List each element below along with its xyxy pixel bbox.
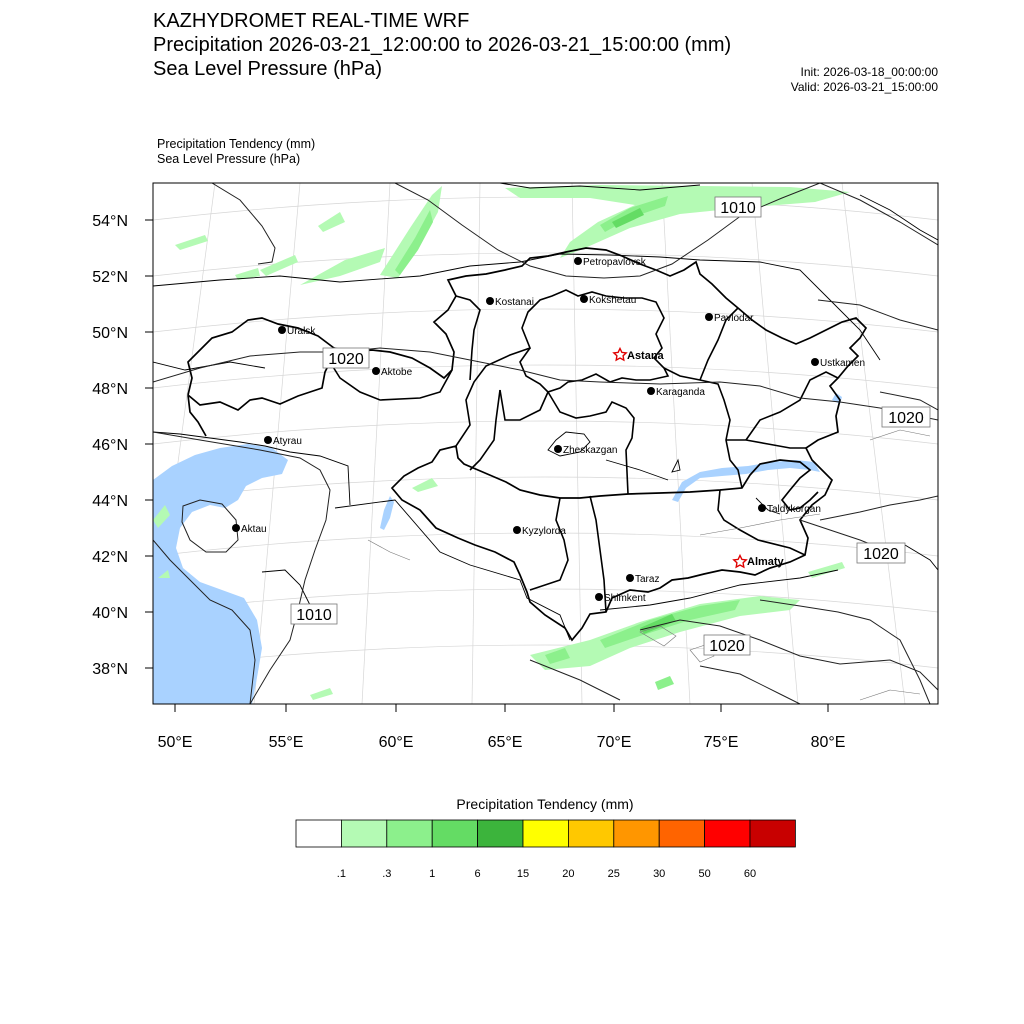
colorbar-label: 25 xyxy=(607,868,620,880)
colorbar-label: 60 xyxy=(743,868,757,880)
city-marker xyxy=(486,297,494,305)
lat-tick-label: 46°N xyxy=(92,437,128,454)
lat-tick-label: 54°N xyxy=(92,213,128,230)
colorbar-label: 6 xyxy=(474,868,481,880)
lat-tick-label: 38°N xyxy=(92,661,128,678)
graticule xyxy=(146,183,938,704)
colorbar-swatch xyxy=(432,820,477,847)
colorbar-label: 30 xyxy=(653,868,666,880)
lat-tick-labels xyxy=(92,213,128,678)
city-label: Uralsk xyxy=(287,326,316,337)
colorbar xyxy=(296,820,795,880)
city-marker xyxy=(626,574,634,582)
precip-heavy xyxy=(612,208,676,634)
isobar-label: 1020 xyxy=(709,638,745,655)
colorbar-swatch xyxy=(296,820,341,847)
city-label: Taldykorgan xyxy=(767,504,821,515)
lat-tick-label: 50°N xyxy=(92,325,128,342)
lon-tick-label: 60°E xyxy=(378,734,414,751)
colorbar-label: .3 xyxy=(382,868,392,880)
capital-star-icon xyxy=(734,556,746,568)
isobar-label: 1010 xyxy=(296,607,332,624)
colorbar-swatch xyxy=(614,820,659,847)
colorbar-swatch xyxy=(341,820,386,847)
city-label: Atyrau xyxy=(273,436,302,447)
map-subtitle-slp: Sea Level Pressure (hPa) xyxy=(153,58,383,80)
colorbar-swatch xyxy=(568,820,613,847)
colorbar-label: 50 xyxy=(698,868,711,880)
colorbar-label: 1 xyxy=(429,868,436,880)
valid-time: Valid: 2026-03-21_15:00:00 xyxy=(790,80,938,94)
colorbar-label: .1 xyxy=(336,868,346,880)
isobar-label: 1020 xyxy=(328,351,364,368)
colorbar-swatch xyxy=(387,820,432,847)
lat-tick-label: 48°N xyxy=(92,381,128,398)
map-title: KAZHYDROMET REAL-TIME WRF xyxy=(153,10,470,32)
colorbar-title: Precipitation Tendency (mm) xyxy=(456,796,634,812)
city-label: Karaganda xyxy=(656,387,705,398)
city-marker xyxy=(513,526,521,534)
city-marker xyxy=(554,445,562,453)
init-time: Init: 2026-03-18_00:00:00 xyxy=(800,65,938,79)
isobars xyxy=(153,183,938,704)
city-marker xyxy=(372,367,380,375)
lon-tick-label: 80°E xyxy=(810,734,846,751)
isobar-label: 1010 xyxy=(720,200,756,217)
city-label: Kyzylorda xyxy=(522,526,566,537)
city-marker xyxy=(811,358,819,366)
city-label: Kokshetau xyxy=(589,295,637,306)
city-label: Taraz xyxy=(635,574,660,585)
city-marker xyxy=(647,387,655,395)
map-frame xyxy=(153,183,938,704)
city-marker xyxy=(705,313,713,321)
lat-tick-label: 52°N xyxy=(92,269,128,286)
precip-light xyxy=(153,185,850,700)
lat-tick-label: 40°N xyxy=(92,605,128,622)
city-marker xyxy=(264,436,272,444)
city-marker xyxy=(580,295,588,303)
colorbar-swatch xyxy=(478,820,523,847)
map-subtitle-precip: Precipitation 2026-03-21_12:00:00 to 2026-03-21_15:00:00 (mm) xyxy=(153,34,732,56)
lon-tick-label: 70°E xyxy=(596,734,632,751)
city-marker xyxy=(232,524,240,532)
city-marker xyxy=(595,593,603,601)
colorbar-swatch xyxy=(659,820,704,847)
colorbar-swatch xyxy=(523,820,568,847)
lon-tick-label: 75°E xyxy=(703,734,739,751)
isobar-label: 1020 xyxy=(863,546,899,563)
lon-tick-labels xyxy=(158,734,846,751)
city-label: Pavlodar xyxy=(714,313,754,324)
city-label: Zheskazgan xyxy=(563,445,618,456)
lat-tick-label: 42°N xyxy=(92,549,128,566)
city-marker xyxy=(758,504,766,512)
capital-star-icon xyxy=(614,349,626,361)
city-label: Aktau xyxy=(241,524,267,535)
city-label: Astana xyxy=(627,350,664,362)
field-label-slp: Sea Level Pressure (hPa) xyxy=(157,152,301,166)
caspian-sea xyxy=(153,444,288,704)
map-body xyxy=(146,183,938,704)
city-label: Kostanai xyxy=(495,297,534,308)
city-label: Almaty xyxy=(747,556,784,568)
terrain-contours xyxy=(368,430,930,700)
colorbar-swatch xyxy=(750,820,795,847)
lon-tick-label: 65°E xyxy=(487,734,523,751)
city-marker xyxy=(278,326,286,334)
city-label: Aktobe xyxy=(381,367,413,378)
city-marker xyxy=(574,257,582,265)
colorbar-label: 15 xyxy=(516,868,530,880)
field-label-precip: Precipitation Tendency (mm) xyxy=(157,137,316,151)
city-label: Ustkamen xyxy=(820,358,866,369)
lat-tick-label: 44°N xyxy=(92,493,128,510)
lon-tick-label: 55°E xyxy=(268,734,304,751)
precip-moderate xyxy=(395,196,740,690)
city-label: Petropavlovsk xyxy=(583,257,646,268)
city-label: Shimkent xyxy=(604,593,646,604)
colorbar-label: 20 xyxy=(562,868,575,880)
colorbar-swatch xyxy=(705,820,750,847)
lon-tick-label: 50°E xyxy=(157,734,193,751)
isobar-label: 1020 xyxy=(888,410,924,427)
